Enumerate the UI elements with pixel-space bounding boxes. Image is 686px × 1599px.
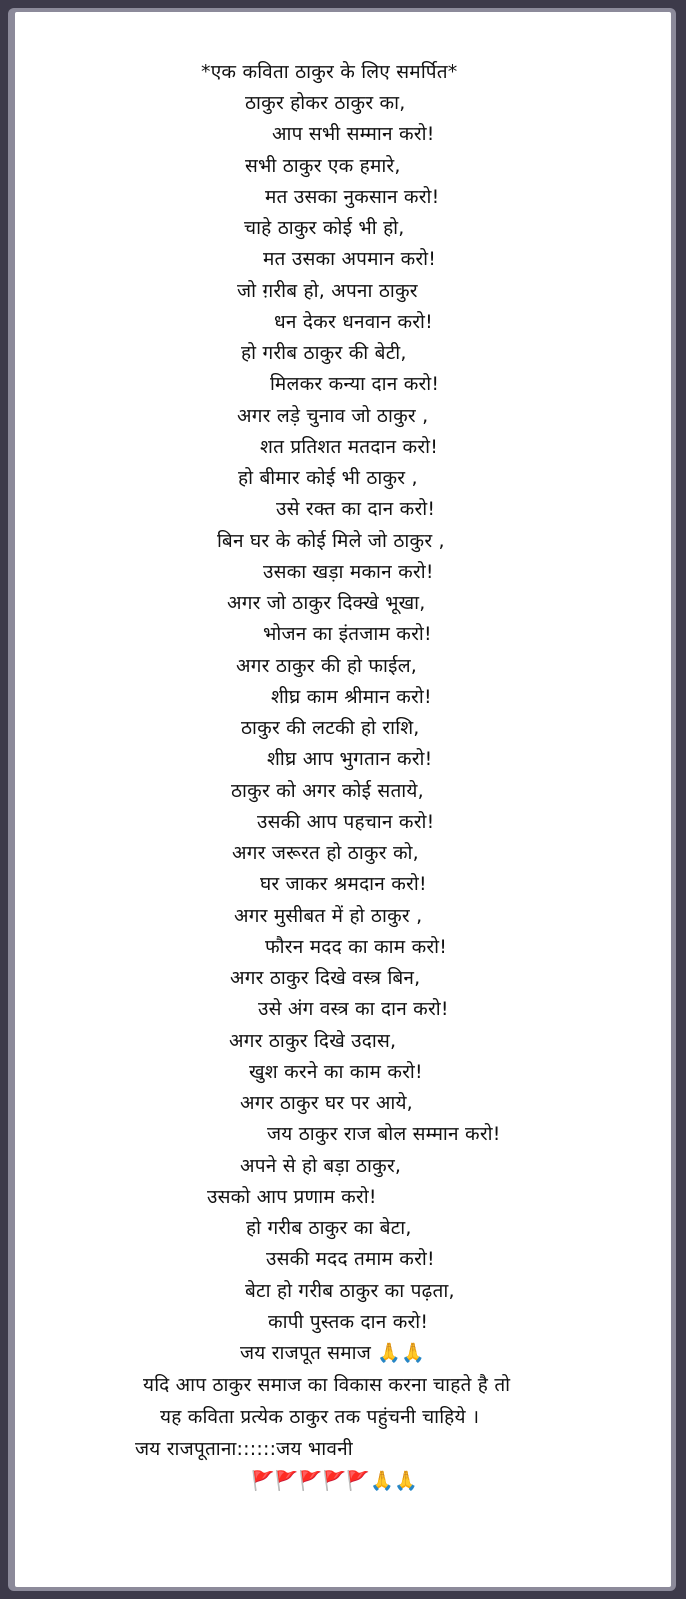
closing-jai: जय राजपूताना::::::जय भावनी xyxy=(135,1438,353,1460)
poem-title: *एक कविता ठाकुर के लिए समर्पित* xyxy=(201,61,458,83)
poem-line: उसकी मदद तमाम करो! xyxy=(266,1248,435,1271)
poem-line: कापी पुस्तक दान करो! xyxy=(268,1310,429,1333)
poem-line: अगर ठाकुर दिखे वस्त्र बिन, xyxy=(230,967,421,989)
poem-line: उसका खड़ा मकान करो! xyxy=(263,560,434,583)
poem-line: घर जाकर श्रमदान करो! xyxy=(260,873,427,896)
poem-line: अगर जो ठाकुर दिक्खे भूखा, xyxy=(227,592,426,614)
poem-line: अगर ठाकुर घर पर आये, xyxy=(240,1092,413,1114)
poem-line: ठाकुर को अगर कोई सताये, xyxy=(231,779,424,802)
poem-line: जो ग़रीब हो, अपना ठाकुर xyxy=(237,279,418,302)
poem-line: चाहे ठाकुर कोई भी हो, xyxy=(244,217,405,239)
poem-line: मिलकर कन्या दान करो! xyxy=(270,373,440,396)
poem-line: अगर लड़े चुनाव जो ठाकुर , xyxy=(237,404,429,427)
poem-line: जय ठाकुर राज बोल सम्मान करो! xyxy=(267,1123,501,1146)
poem-line: बेटा हो गरीब ठाकुर का पढ़ता, xyxy=(245,1279,455,1302)
closing-flags: 🚩🚩🚩🚩🚩🙏🙏 xyxy=(251,1470,419,1492)
poem-line: मत उसका अपमान करो! xyxy=(263,248,437,271)
poem-line: शत प्रतिशत मतदान करो! xyxy=(260,435,439,458)
poem-line: सभी ठाकुर एक हमारे, xyxy=(245,154,401,177)
closing-request: यह कविता प्रत्येक ठाकुर तक पहुंचनी चाहिये । xyxy=(160,1406,480,1428)
poem-line: उसे अंग वस्त्र का दान करो! xyxy=(258,998,449,1021)
closing-samaj: जय राजपूत समाज 🙏🙏 xyxy=(240,1342,425,1364)
poem-line: अपने से हो बड़ा ठाकुर, xyxy=(240,1154,402,1177)
poem-line: अगर ठाकुर दिखे उदास, xyxy=(229,1029,397,1052)
poem-line: बिन घर के कोई मिले जो ठाकुर , xyxy=(217,529,445,552)
poem-page xyxy=(15,12,671,1587)
poem-line: ठाकुर की लटकी हो राशि, xyxy=(241,717,420,739)
poem-line: शीघ्र काम श्रीमान करो! xyxy=(271,685,432,708)
poem-line: उसे रक्त का दान करो! xyxy=(276,498,436,521)
closing-appeal: यदि आप ठाकुर समाज का विकास करना चाहते है तो xyxy=(143,1374,511,1396)
poem-line: आप सभी सम्मान करो! xyxy=(272,123,435,146)
poem-line: हो गरीब ठाकुर का बेटा, xyxy=(246,1217,412,1239)
poem-line: धन देकर धनवान करो! xyxy=(274,310,433,333)
poem-line: अगर जरूरत हो ठाकुर को, xyxy=(232,842,419,864)
poem-line: उसकी आप पहचान करो! xyxy=(257,810,435,833)
poem-line: भोजन का इंतजाम करो! xyxy=(263,623,432,646)
poem-line: अगर मुसीबत में हो ठाकुर , xyxy=(234,904,423,927)
poem-line: शीघ्र आप भुगतान करो! xyxy=(267,748,433,771)
poem-line: हो बीमार कोई भी ठाकुर , xyxy=(238,467,418,489)
poem-line: अगर ठाकुर की हो फाईल, xyxy=(236,654,418,677)
poem-line: मत उसका नुकसान करो! xyxy=(265,185,440,208)
poem-line: उसको आप प्रणाम करो! xyxy=(207,1185,377,1208)
poem-line: खुश करने का काम करो! xyxy=(249,1060,423,1083)
poem-line: हो गरीब ठाकुर की बेटी, xyxy=(241,342,407,364)
poem-line: फौरन मदद का काम करो! xyxy=(265,935,448,958)
poem-line: ठाकुर होकर ठाकुर का, xyxy=(245,92,406,114)
